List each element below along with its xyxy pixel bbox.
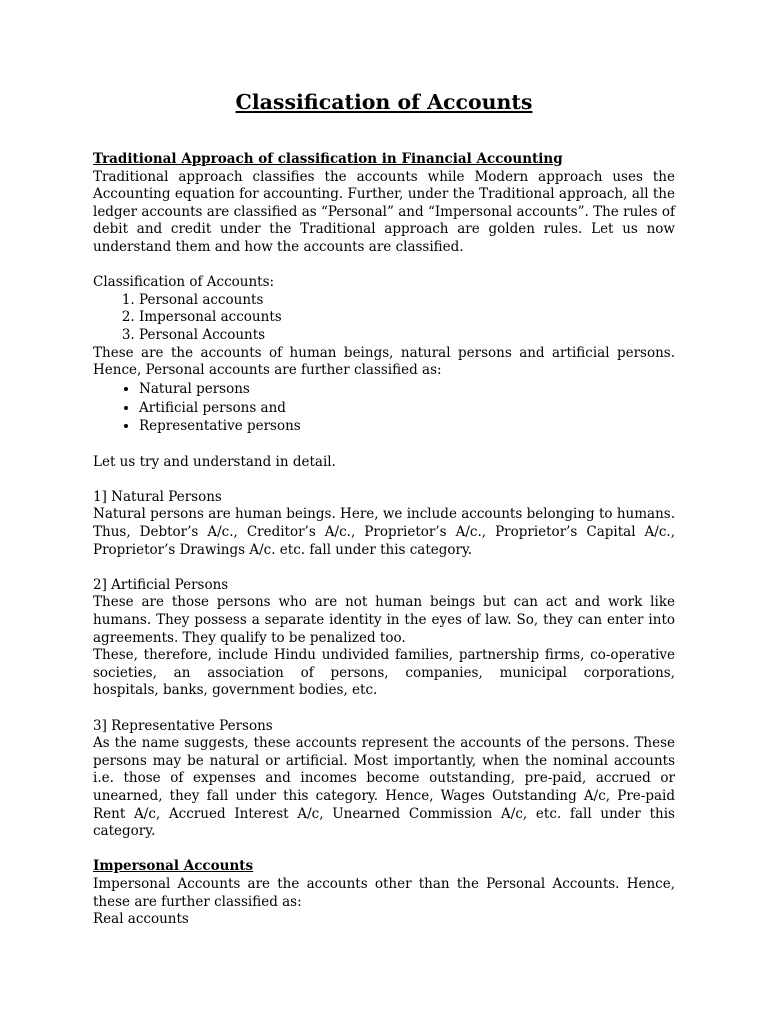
real-accounts-line: Real accounts	[93, 911, 189, 928]
personal-type-item: • Artificial persons and	[139, 399, 675, 418]
representative-persons-heading: 3] Representative Persons	[93, 717, 273, 734]
traditional-approach-heading: Traditional Approach of classification in Financial Accounting	[93, 151, 563, 167]
spacer	[93, 436, 675, 454]
document-body	[93, 151, 675, 929]
personal-types-list	[93, 380, 675, 436]
traditional-approach-paragraph: Traditional approach classifies the accounts while Modern approach uses the Accounting equation for accounting. Further, under the Traditional approach, all the ledger accounts are classified as “Personal” and “Impersonal accounts”. The rules of debit and credit under the Traditional approach are golden rules. Let us now understand them and how the accounts are classified.	[93, 168, 675, 255]
spacer	[93, 257, 675, 275]
impersonal-accounts-heading: Impersonal Accounts	[93, 858, 254, 875]
document-title: Classification of Accounts	[235, 90, 533, 114]
artificial-persons-heading: 2] Artificial Persons	[93, 576, 229, 593]
personal-accounts-description: These are the accounts of human beings, natural persons and artificial persons. Hence, Personal accounts are further classified as:	[93, 344, 675, 379]
personal-type-item: • Representative persons	[139, 417, 675, 436]
artificial-persons-examples-line: These, therefore, include Hindu undivided families, partnership firms, co-operative	[93, 647, 675, 664]
spacer	[93, 559, 675, 577]
representative-persons-paragraph: As the name suggests, these accounts represent the accounts of the persons. These persons may be natural or artificial. Most importantly, when the nominal accounts i.e. those of expenses and incomes become outstanding, pre-paid, accrued or unearned, they fall under this category. Hence, Wages Outstanding A/c, Pre-paid Rent A/c, Accrued Interest A/c, Unearned Commission A/c, etc. fall under this category.	[93, 735, 675, 840]
impersonal-accounts-paragraph: Impersonal Accounts are the accounts other than the Personal Accounts. Hence, these are further classified as:	[93, 875, 675, 910]
natural-persons-heading: 1] Natural Persons	[93, 488, 222, 505]
natural-persons-paragraph: Natural persons are human beings. Here, we include accounts belonging to humans. Thus, Debtor’s A/c., Creditor’s A/c., Proprietor’s A/c., Proprietor’s Capital A/c., Proprietor’s Drawings A/c. etc. fall under this category.	[93, 506, 675, 558]
classification-item: 3. Personal Accounts	[139, 327, 675, 345]
spacer	[93, 841, 675, 859]
spacer	[93, 700, 675, 718]
spacer	[93, 471, 675, 489]
classification-intro: Classification of Accounts:	[93, 274, 275, 291]
classification-item: 2. Impersonal accounts	[139, 309, 675, 327]
artificial-persons-paragraph: These are those persons who are not human beings but can act and work like humans. They possess a separate identity in the eyes of law. So, they can enter into agreements. They qualify to be penalized too.	[93, 594, 675, 646]
classification-list	[93, 292, 675, 345]
artificial-persons-examples-line: hospitals, banks, government bodies, etc.	[93, 682, 378, 699]
detail-intro: Let us try and understand in detail.	[93, 453, 336, 470]
classification-item: 1. Personal accounts	[139, 292, 675, 310]
personal-type-item: • Natural persons	[139, 380, 675, 399]
artificial-persons-examples-line: societies, an association of persons, companies, municipal corporations,	[93, 664, 675, 681]
